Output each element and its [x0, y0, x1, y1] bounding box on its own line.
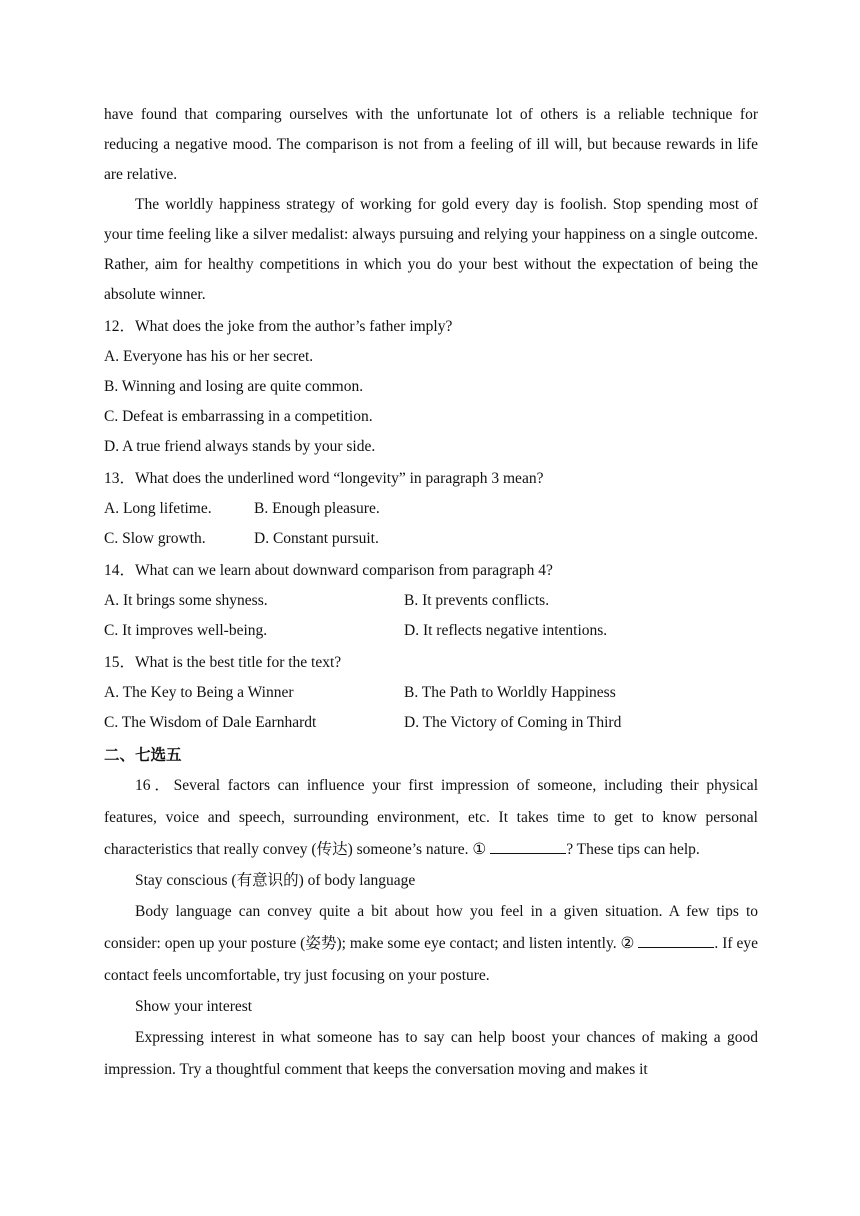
question-13-stem: 13．What does the underlined word “longevity” in paragraph 3 mean? — [104, 470, 544, 487]
question-16-text-end: ? These tips can help. — [566, 841, 700, 858]
question-12-option-b: B. Winning and losing are quite common. — [104, 378, 364, 395]
question-15-option-c: C. The Wisdom of Dale Earnhardt — [104, 714, 317, 731]
question-14-options-row-2 — [104, 616, 758, 646]
question-13-options-row-1 — [104, 494, 758, 524]
question-13-option-d: D. Constant pursuit. — [254, 530, 379, 547]
question-13-option-a: A. Long lifetime. — [104, 500, 212, 517]
question-15-option-a: A. The Key to Being a Winner — [104, 684, 294, 701]
question-16-text: 16．Several factors can influence your first impression of someone, including their physical features, voice and speech, surrounding environment, etc. It takes time to get to know personal characteristics that really convey (传达) someone’s nature. ① — [104, 777, 758, 858]
question-12-stem: 12．What does the joke from the author’s father imply? — [104, 318, 453, 335]
question-12-option-c: C. Defeat is embarrassing in a competition. — [104, 408, 373, 425]
subheading-show-interest: Show your interest — [135, 998, 253, 1015]
answer-blank-1[interactable] — [490, 835, 566, 854]
question-14-option-c: C. It improves well-being. — [104, 622, 268, 639]
question-13-option-c: C. Slow growth. — [104, 530, 206, 547]
question-15-stem: 15．What is the best title for the text? — [104, 654, 342, 671]
show-interest-paragraph: Expressing interest in what someone has to say can help boost your chances of making a good impression. Try a thoughtful comment that keeps the conversation moving and makes it — [104, 1029, 758, 1078]
section-heading: 二、七选五 — [104, 746, 182, 764]
passage-paragraph-1: have found that comparing ourselves with the unfortunate lot of others is a reliable technique for reducing a negative mood. The comparison is not from a feeling of ill will, but because rewards in life are relative. — [104, 106, 758, 183]
body-language-paragraph — [104, 896, 758, 992]
question-13-options-row-2 — [104, 524, 758, 554]
subheading-body-language: Stay conscious (有意识的) of body language — [135, 872, 416, 889]
question-12-option-d: D. A true friend always stands by your side. — [104, 438, 376, 455]
question-14-stem: 14．What can we learn about downward comparison from paragraph 4? — [104, 562, 553, 579]
passage-paragraph-2: The worldly happiness strategy of working for gold every day is foolish. Stop spending most of your time feeling like a silver medalist: always pursuing and relying your happiness on a single outcome. Rather, aim for healthy competitions in which you do your best without the expectation of being the absolute winner. — [104, 196, 758, 303]
question-15-options-row-2 — [104, 708, 758, 738]
question-15-option-d: D. The Victory of Coming in Third — [404, 714, 622, 731]
answer-blank-2[interactable] — [638, 929, 714, 948]
question-14-options-row-1 — [104, 586, 758, 616]
question-14-option-d: D. It reflects negative intentions. — [404, 622, 608, 639]
body-language-text: Body language can convey quite a bit about how you feel in a given situation. A few tips to consider: open up your posture (姿势); make some eye contact; and listen intently. ② — [104, 903, 758, 952]
question-15-options-row-1 — [104, 678, 758, 708]
question-13-option-b: B. Enough pleasure. — [254, 500, 380, 517]
question-14-option-b: B. It prevents conflicts. — [404, 592, 550, 609]
question-16-paragraph — [104, 770, 758, 866]
document-page — [104, 100, 758, 1086]
question-14-option-a: A. It brings some shyness. — [104, 592, 268, 609]
body-language-text-end: . If eye contact feels uncomfortable, try just focusing on your posture. — [104, 935, 758, 984]
question-15-option-b: B. The Path to Worldly Happiness — [404, 684, 616, 701]
question-12-option-a: A. Everyone has his or her secret. — [104, 348, 314, 365]
